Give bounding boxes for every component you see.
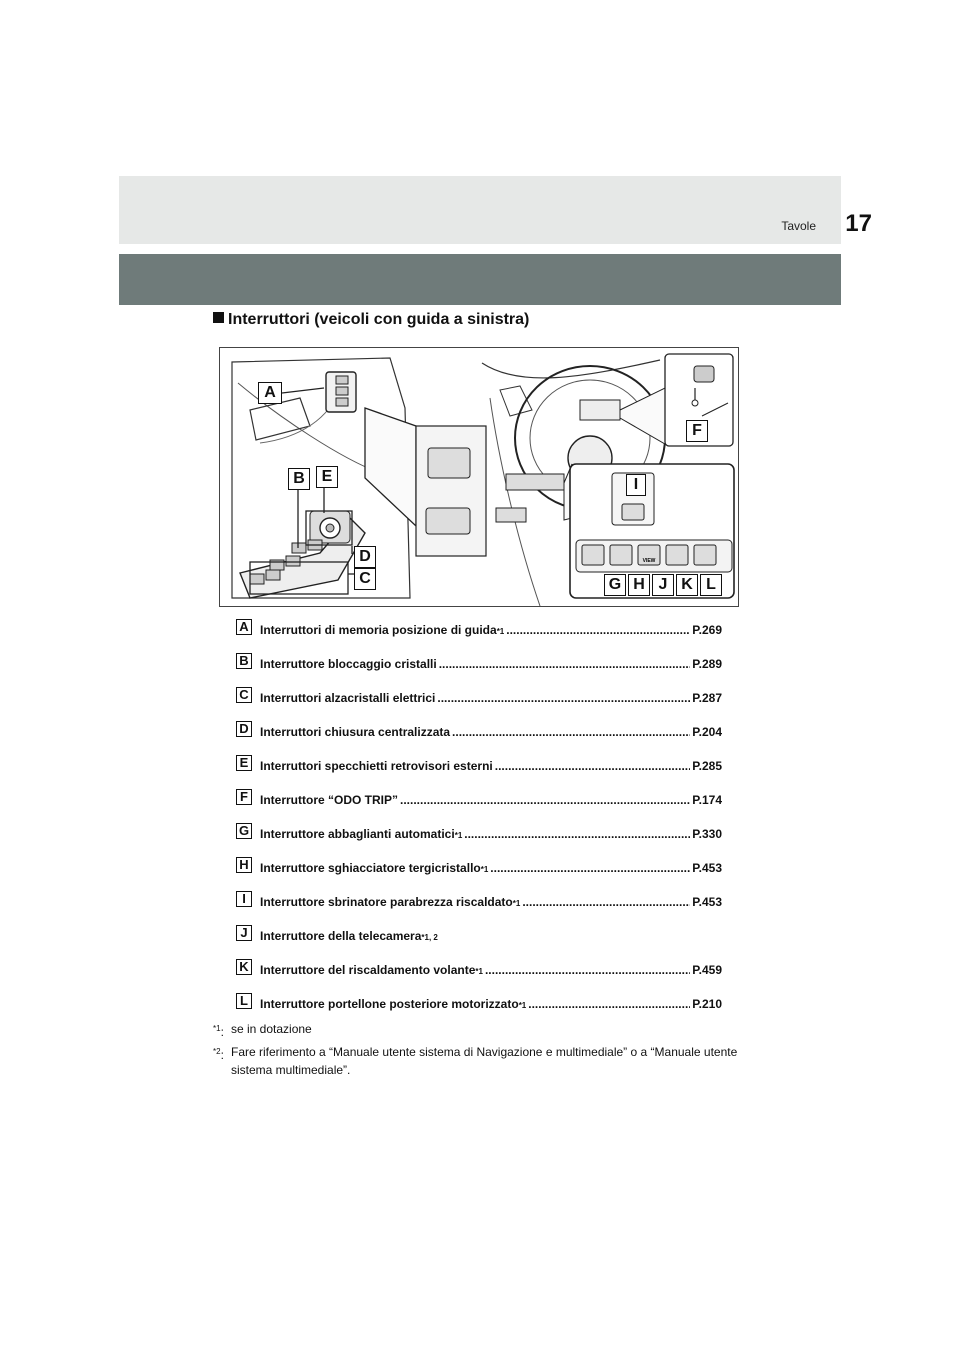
footnote-text: se in dotazione (231, 1022, 312, 1036)
callout-f: F (686, 420, 708, 442)
entry-label: Interruttori di memoria posizione di guida (260, 623, 497, 637)
page-reference-link[interactable]: P.269 (692, 623, 722, 637)
letter-badge: B (236, 653, 252, 669)
list-item: G Interruttore abbaglianti automatici *1 ..... P.330 (236, 819, 722, 853)
list-item: I Interruttore sbrinatore parabrezza riscaldato *1 ..... P.453 (236, 887, 722, 921)
entry-label: Interruttore sghiacciatore tergicristallo (260, 861, 481, 875)
dot-leader (452, 725, 690, 739)
section-title (213, 311, 529, 329)
list-item (236, 683, 722, 717)
entry-label: Interruttore bloccaggio cristalli (260, 657, 437, 671)
letter-badge: H (236, 857, 252, 873)
letter-badge: F (236, 789, 252, 805)
section-title-text: Interruttori (veicoli con guida a sinistra) (228, 311, 530, 328)
dot-leader (464, 827, 690, 841)
callout-h: H (628, 574, 650, 596)
callout-j: J (652, 574, 674, 596)
entry-label: Interruttore del riscaldamento volante (260, 963, 476, 977)
entry-label: Interruttori alzacristalli elettrici (260, 691, 436, 705)
header-band (119, 254, 841, 305)
entry-label: Interruttore portellone posteriore motorizzato (260, 997, 519, 1011)
entry-label: Interruttore sbrinatore parabrezza riscaldato (260, 895, 513, 909)
footnote: $^{*1}$: se in dotazione (213, 1022, 312, 1039)
callout-g: G (604, 574, 626, 596)
callout-e: E (316, 466, 338, 488)
entry-label: Interruttore della telecamera (260, 929, 422, 943)
letter-badge: J (236, 925, 252, 941)
callout-d: D (354, 546, 376, 568)
list-item: J Interruttore della telecamera *1, 2 (236, 921, 722, 955)
letter-badge: D (236, 721, 252, 737)
dot-leader (495, 759, 690, 773)
list-item: A Interruttori di memoria posizione di guida *1 ..... P.269 (236, 615, 722, 649)
page-reference-link[interactable]: P.289 (692, 657, 722, 671)
letter-badge: K (236, 959, 252, 975)
footnote-mark: *2 (213, 1047, 221, 1056)
dot-leader (485, 963, 690, 977)
footnote-text: Fare riferimento a “Manuale utente sistema di Navigazione e multimediale” o a “Manuale utente sistema multimediale”. (231, 1045, 738, 1077)
page-reference-link[interactable]: P.453 (692, 861, 722, 875)
dot-leader (522, 895, 690, 909)
dot-leader (439, 657, 690, 671)
chapter-title: Tavole (781, 219, 816, 233)
page-reference-link[interactable]: P.285 (692, 759, 722, 773)
entry-label: Interruttore abbaglianti automatici (260, 827, 455, 841)
letter-badge: C (236, 687, 252, 703)
page-reference-link[interactable]: P.204 (692, 725, 722, 739)
page-reference-link[interactable]: P.210 (692, 997, 722, 1011)
list-item: K Interruttore del riscaldamento volante *1 ..... P.459 (236, 955, 722, 989)
list-item (236, 785, 722, 819)
callout-l: L (700, 574, 722, 596)
page-reference-link[interactable]: P.459 (692, 963, 722, 977)
letter-badge: E (236, 755, 252, 771)
dot-leader (528, 997, 690, 1011)
letter-badge: A (236, 619, 252, 635)
footnote: $^{*2}$: Fare riferimento a “Manuale utente sistema di Navigazione e multimediale” o a “Manuale utente sistema multimediale”. (213, 1045, 738, 1077)
callout-i: I (626, 474, 646, 496)
switch-list (236, 615, 722, 1023)
letter-badge: I (236, 891, 252, 907)
square-bullet-icon (213, 312, 224, 323)
letter-badge: G (236, 823, 252, 839)
callout-k: K (676, 574, 698, 596)
footnotes (213, 1020, 743, 1079)
header-bar (119, 176, 841, 244)
dot-leader (506, 623, 690, 637)
list-item (236, 717, 722, 751)
entry-label: Interruttore “ODO TRIP” (260, 793, 399, 807)
dot-leader (437, 691, 690, 705)
page-number: 17 (845, 210, 872, 237)
page-reference-link[interactable]: P.330 (692, 827, 722, 841)
dot-leader (400, 793, 690, 807)
entry-label: Interruttori chiusura centralizzata (260, 725, 451, 739)
page-reference-link[interactable]: P.174 (692, 793, 722, 807)
letter-badge: L (236, 993, 252, 1009)
list-item (236, 751, 722, 785)
dot-leader (490, 861, 690, 875)
page-reference-link[interactable]: P.287 (692, 691, 722, 705)
entry-label: Interruttori specchietti retrovisori esterni (260, 759, 493, 773)
page-reference-link[interactable]: P.453 (692, 895, 722, 909)
list-item: L Interruttore portellone posteriore motorizzato *1 ..... P.210 (236, 989, 722, 1023)
list-item: H Interruttore sghiacciatore tergicristallo *1 ..... P.453 (236, 853, 722, 887)
view-switch-label: VIEW (642, 558, 656, 564)
callout-b: B (288, 468, 310, 490)
list-item (236, 649, 722, 683)
footnote-mark: *1 (213, 1024, 221, 1033)
callout-c: C (354, 568, 376, 590)
switches-illustration (219, 347, 739, 607)
callout-a: A (258, 382, 282, 404)
